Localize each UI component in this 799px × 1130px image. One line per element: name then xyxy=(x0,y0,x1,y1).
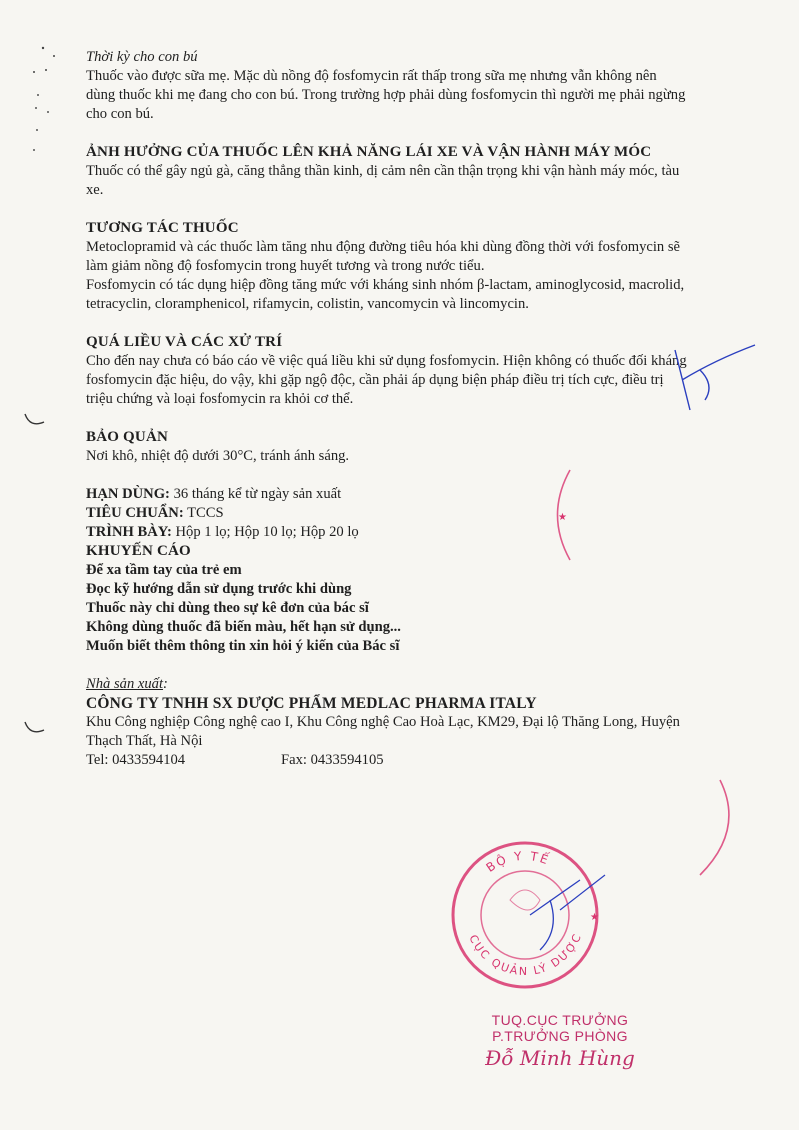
stamp-top-text: BỘ Y TẾ xyxy=(483,848,552,875)
interactions-line: tetracyclin, cloramphenicol, rifamycin, colistin, vancomycin và lincomycin. xyxy=(86,296,529,312)
warning-line: Đọc kỹ hướng dẫn sử dụng trước khi dùng xyxy=(86,581,352,597)
interactions-line: làm giảm nồng độ fosfomycin trong huyết tương và trong nước tiểu. xyxy=(86,258,485,274)
shelf-life-value: 36 tháng kể từ ngày sản xuất xyxy=(169,486,342,502)
partial-stamp-mark xyxy=(680,775,740,885)
signature-title-line: P.TRƯỞNG PHÒNG xyxy=(492,1028,628,1044)
manufacturer-name: CÔNG TY TNHH SX DƯỢC PHẨM MEDLAC PHARMA ITALY xyxy=(86,695,537,712)
warnings-heading: KHUYẾN CÁO xyxy=(86,543,191,559)
svg-text:★: ★ xyxy=(558,512,567,523)
breastfeeding-title: Thời kỳ cho con bú xyxy=(86,49,198,65)
overdose-heading: QUÁ LIỀU VÀ CÁC XỬ TRÍ xyxy=(86,334,283,350)
driving-line: xe. xyxy=(86,182,104,198)
signature-name: Đỗ Minh Hùng xyxy=(485,1046,635,1070)
driving-line: Thuốc có thể gây ngủ gà, căng thẳng thần kinh, dị cảm nên cần thận trọng khi vận hành máy móc, tàu xyxy=(86,163,680,179)
initial-signature-mark xyxy=(660,340,760,420)
official-stamp xyxy=(430,820,620,1000)
stamp-bottom-text: CỤC QUẢN LÝ DƯỢC xyxy=(466,930,585,979)
overdose-line: fosfomycin đặc hiệu, do vậy, khi gặp ngộ độc, cần phải áp dụng biện pháp điều trị tích cực, điều trị xyxy=(86,372,664,388)
partial-stamp-mark xyxy=(540,465,580,565)
approval-signature-block xyxy=(470,1012,650,1070)
manufacturer-colon: : xyxy=(163,676,168,692)
standard-label: TIÊU CHUẨN: xyxy=(86,505,184,521)
breastfeeding-line: cho con bú. xyxy=(86,106,154,122)
svg-text:CỤC QUẢN LÝ DƯỢC xyxy=(466,931,584,978)
interactions-heading: TƯƠNG TÁC THUỐC xyxy=(86,220,239,236)
warning-line: Muốn biết thêm thông tin xin hỏi ý kiến của Bác sĩ xyxy=(86,638,400,654)
contact-row xyxy=(86,751,756,770)
standard-row xyxy=(86,504,756,523)
punch-hole-mark-top xyxy=(22,410,48,430)
manufacturer-address-line: Khu Công nghiệp Công nghệ cao I, Khu Công nghệ Cao Hoà Lạc, KM29, Đại lộ Thăng Long, Huyện xyxy=(86,714,680,730)
manufacturer-fax: Fax: 0433594105 xyxy=(281,752,384,768)
storage-heading: BẢO QUẢN xyxy=(86,429,169,445)
presentation-value: Hộp 1 lọ; Hộp 10 lọ; Hộp 20 lọ xyxy=(171,524,359,540)
shelf-life-row xyxy=(86,485,756,504)
manufacturer-tel: Tel: 0433594104 xyxy=(86,752,186,768)
leaflet-text xyxy=(86,48,756,770)
presentation-row xyxy=(86,523,756,542)
interactions-line: Metoclopramid và các thuốc làm tăng nhu động đường tiêu hóa khi dùng đồng thời với fosfomycin sẽ xyxy=(86,239,681,255)
manufacturer-label-row xyxy=(86,675,756,694)
breastfeeding-line: Thuốc vào được sữa mẹ. Mặc dù nồng độ fosfomycin rất thấp trong sữa mẹ nhưng vẫn không nên xyxy=(86,68,657,84)
standard-value: TCCS xyxy=(183,505,224,521)
warning-line: Thuốc này chỉ dùng theo sự kê đơn của bác sĩ xyxy=(86,600,369,616)
driving-heading: ẢNH HƯỞNG CỦA THUỐC LÊN KHẢ NĂNG LÁI XE VÀ VẬN HÀNH MÁY MÓC xyxy=(86,144,652,160)
warning-line: Không dùng thuốc đã biến màu, hết hạn sử dụng... xyxy=(86,619,401,635)
storage-text: Nơi khô, nhiệt độ dưới 30°C, tránh ánh sáng. xyxy=(86,448,350,464)
shelf-life-label: HẠN DÙNG: xyxy=(86,486,170,502)
margin-marks xyxy=(28,40,58,160)
warning-line: Để xa tầm tay của trẻ em xyxy=(86,562,242,578)
manufacturer-label: Nhà sản xuất xyxy=(86,676,164,692)
punch-hole-mark-bottom xyxy=(22,718,48,738)
stamp-star-icon: ★ xyxy=(590,912,599,923)
manufacturer-address-line: Thạch Thất, Hà Nội xyxy=(86,733,203,749)
overdose-line: triệu chứng và loại fosfomycin ra khỏi cơ thể. xyxy=(86,391,354,407)
presentation-label: TRÌNH BÀY: xyxy=(86,524,172,540)
interactions-line: Fosfomycin có tác dụng hiệp đồng tăng mức với kháng sinh nhóm β-lactam, aminoglycosid, macrolid, xyxy=(86,277,685,293)
signature-title-line: TUQ.CỤC TRƯỞNG xyxy=(491,1012,629,1028)
overdose-line: Cho đến nay chưa có báo cáo về việc quá liều khi sử dụng fosfomycin. Hiện không có thuốc đối kháng xyxy=(86,353,687,369)
breastfeeding-line: dùng thuốc khi mẹ đang cho con bú. Trong trường hợp phải dùng fosfomycin thì người mẹ phải ngừng xyxy=(86,87,686,103)
